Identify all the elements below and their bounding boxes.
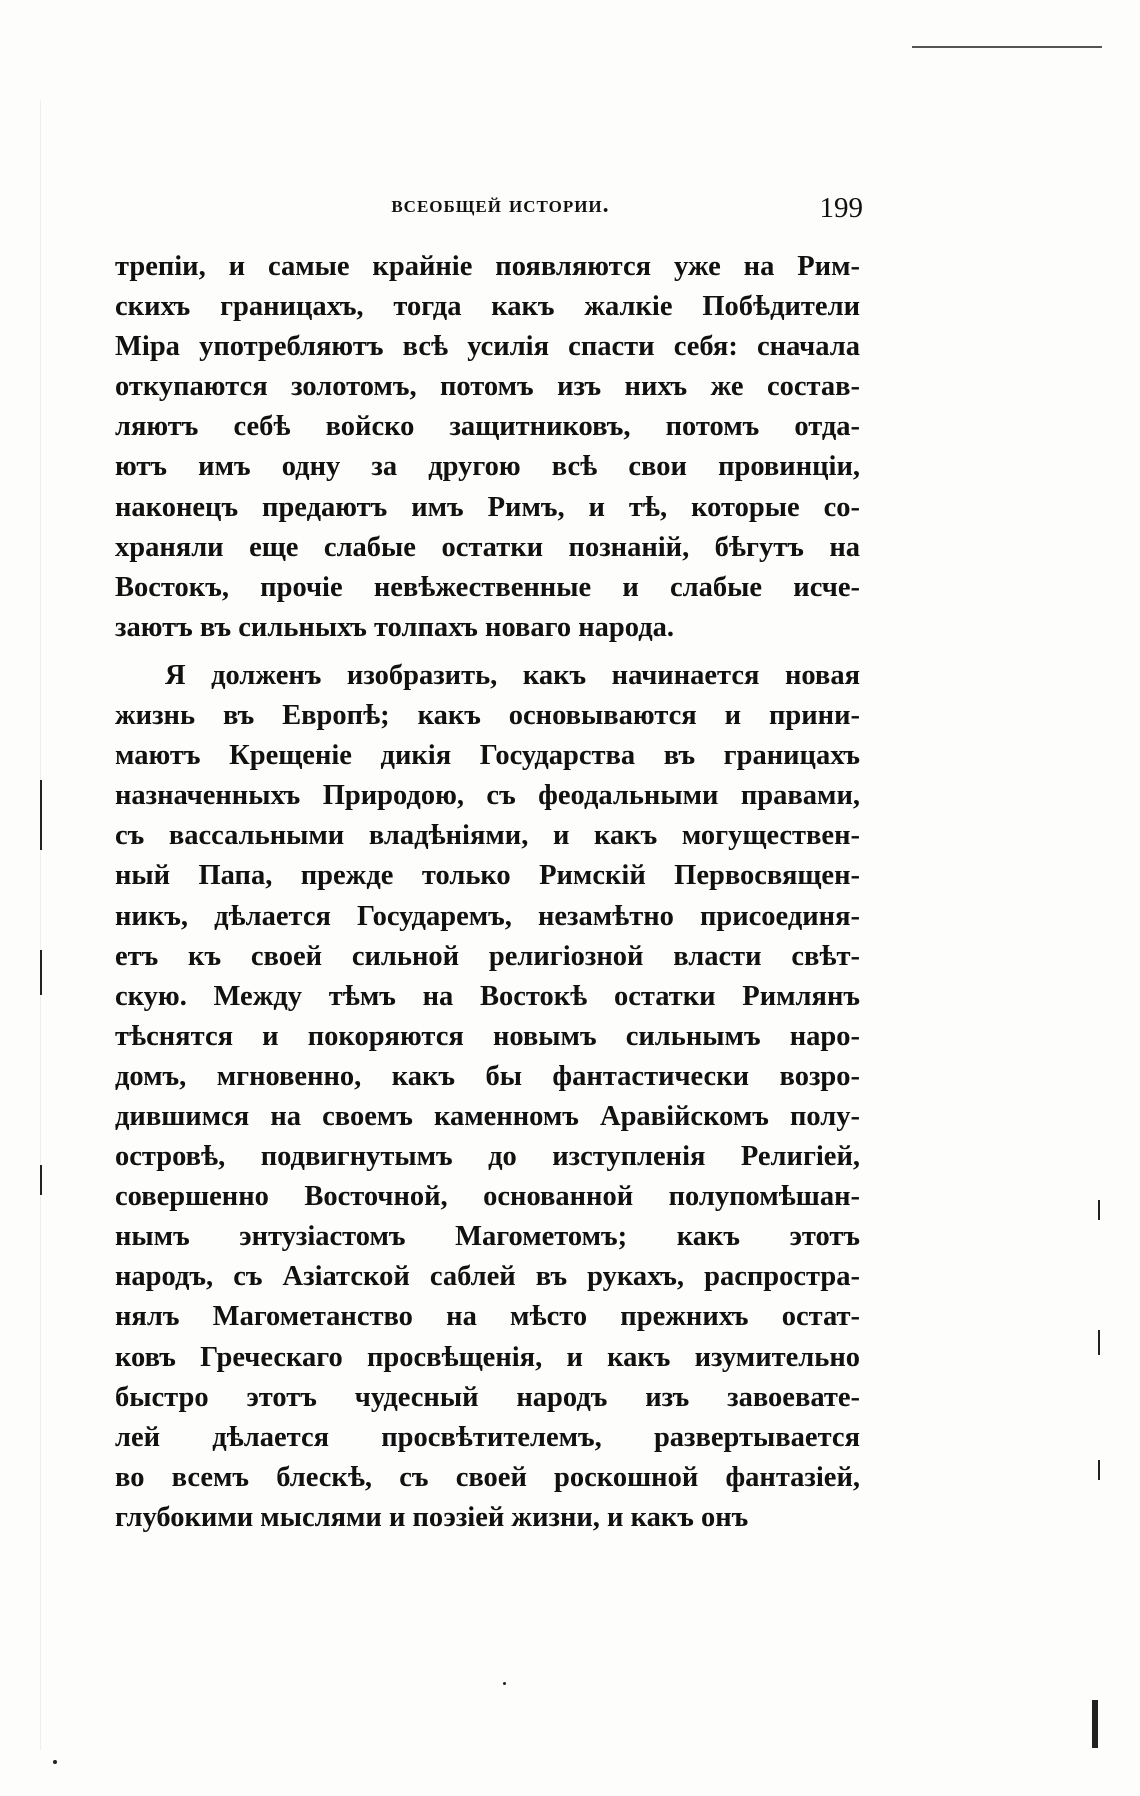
text-line: домъ, мгновенно, какъ бы фантастически возро- — [115, 1060, 860, 1092]
margin-mark-left-1 — [40, 780, 42, 850]
margin-mark-right-3 — [1098, 1460, 1100, 1480]
running-title: всеобщей истории. — [391, 192, 610, 218]
text-line: Востокъ, прочіе невѣжественные и слабые исче- — [115, 571, 860, 603]
text-line: дившимся на своемъ каменномъ Аравійскомъ полу- — [115, 1100, 860, 1132]
text-line: ютъ имъ одну за другою всѣ свои провинціи, — [115, 451, 860, 483]
margin-mark-right-2 — [1098, 1330, 1100, 1355]
text-line: храняли еще слабые остатки познаній, бѣгутъ на — [115, 531, 860, 563]
body-text — [115, 247, 860, 1538]
text-line: во всемъ блескѣ, съ своей роскошной фантазіей, — [115, 1461, 860, 1493]
text-line: скую. Между тѣмъ на Востокѣ остатки Римлянъ — [115, 980, 860, 1012]
paragraph-1 — [115, 247, 860, 648]
text-line: Я долженъ изобразить, какъ начинается новая — [165, 659, 860, 691]
margin-mark-right-1 — [1098, 1200, 1100, 1220]
margin-mark-left-2 — [40, 950, 42, 995]
margin-mark-left-3 — [40, 1165, 42, 1195]
text-line: быстро этотъ чудесный народъ изъ завоевате- — [115, 1381, 860, 1413]
text-line: назначенныхъ Природою, съ феодальными правами, — [115, 780, 860, 812]
text-line: заютъ въ сильныхъ толпахъ новаго народа. — [115, 611, 674, 643]
text-line: тѣснятся и покоряются новымъ сильнымъ наро- — [115, 1020, 860, 1052]
text-line: ляютъ себѣ войско защитниковъ, потомъ отда- — [115, 411, 860, 443]
text-line: жизнь въ Европѣ; какъ основываются и прини- — [115, 700, 860, 732]
text-line: наконецъ предаютъ имъ Римъ, и тѣ, которые со- — [115, 491, 860, 523]
text-line: съ вассальными владѣніями, и какъ могуществен- — [115, 820, 860, 852]
scan-dot-center — [503, 1682, 506, 1685]
scan-dot-left — [53, 1760, 57, 1764]
text-line: островѣ, подвигнутымъ до изступленія Религіей, — [115, 1141, 860, 1173]
text-line: трепіи, и самые крайніе появляются уже на Рим- — [115, 251, 860, 282]
text-line: етъ къ своей сильной религіозной власти свѣт- — [115, 940, 860, 972]
corner-mark-bottom-right — [1092, 1700, 1098, 1748]
text-line: маютъ Крещеніе дикія Государства въ границахъ — [115, 740, 860, 772]
text-line: ковъ Греческаго просвѣщенія, и какъ изумительно — [115, 1341, 860, 1373]
text-line: лей дѣлается просвѣтителемъ, развертывается — [115, 1421, 860, 1453]
text-line: скихъ границахъ, тогда какъ жалкіе Побѣдители — [115, 291, 860, 323]
scan-top-rule — [912, 46, 1102, 48]
text-line: народъ, съ Азіатской саблей въ рукахъ, распростра- — [115, 1261, 860, 1293]
page-header — [138, 192, 863, 232]
text-line: ный Папа, прежде только Римскій Первосвящен- — [115, 860, 860, 892]
text-line: совершенно Восточной, основанной полупомѣшан- — [115, 1181, 860, 1213]
text-line: нымъ энтузіастомъ Магометомъ; какъ этотъ — [115, 1221, 860, 1253]
page-number: 199 — [819, 192, 863, 224]
text-line: Міра употребляютъ всѣ усилія спасти себя: сначала — [115, 331, 860, 363]
paragraph-2 — [115, 656, 860, 1538]
text-line: нялъ Магометанство на мѣсто прежнихъ остат- — [115, 1301, 860, 1333]
text-line: откупаются золотомъ, потомъ изъ нихъ же состав- — [115, 371, 860, 403]
paragraph-gap — [115, 648, 860, 656]
text-line: никъ, дѣлается Государемъ, незамѣтно присоединя- — [115, 900, 860, 932]
text-line: глубокими мыслями и поэзіей жизни, и какъ онъ — [115, 1501, 749, 1533]
